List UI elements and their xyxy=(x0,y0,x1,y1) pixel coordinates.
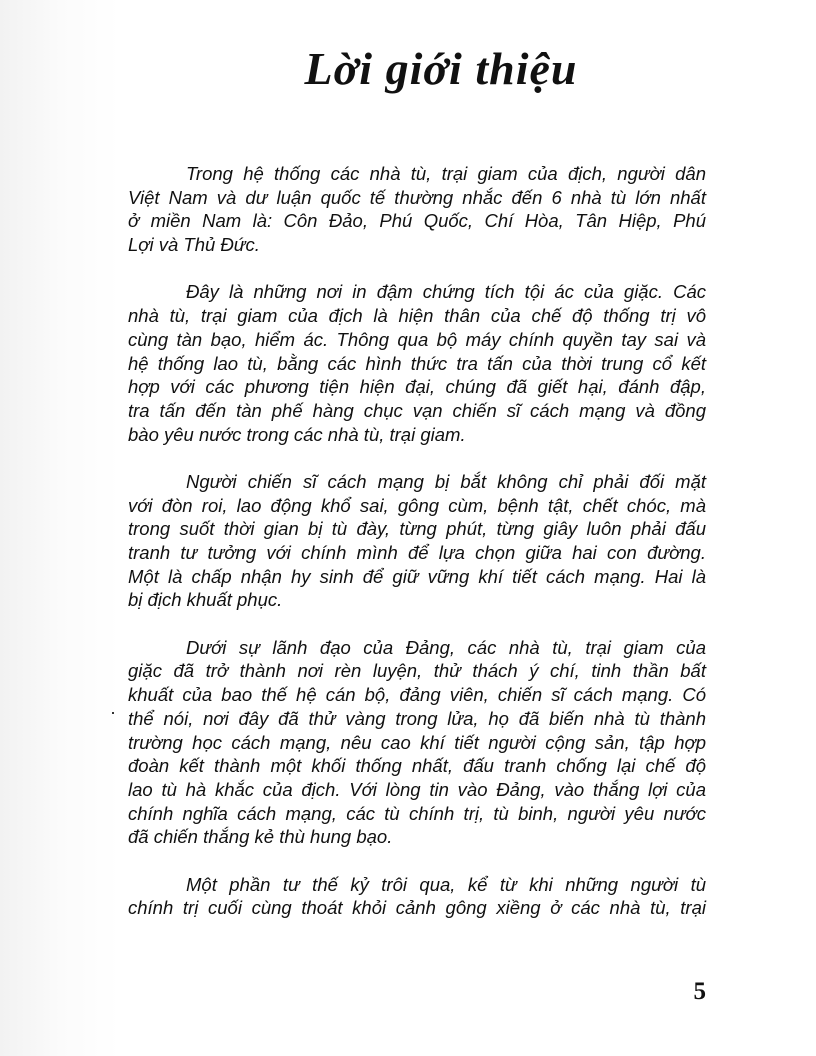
paragraph xyxy=(128,280,706,446)
paragraph xyxy=(128,162,706,257)
text-line: thể nói, nơi đây đã thử vàng trong lửa, họ đã biến nhà tù thành xyxy=(128,707,706,729)
paragraph xyxy=(128,470,706,612)
text-line: lao tù hà khắc của địch. Với lòng tin vào Đảng, vào thắng lợi của xyxy=(128,778,706,800)
text-line: Lợi và Thủ Đức. xyxy=(128,234,260,256)
text-line: Một là chấp nhận hy sinh để giữ vững khí tiết cách mạng. Hai là xyxy=(128,565,706,587)
text-line: giặc đã trở thành nơi rèn luyện, thử thách ý chí, tinh thần bất xyxy=(128,660,706,682)
scan-speck xyxy=(112,712,114,714)
text-line: hệ thống lao tù, bằng các hình thức tra tấn của thời trung cổ kết xyxy=(128,352,706,374)
text-line: chính nghĩa cách mạng, các tù chính trị, tù binh, người yêu nước xyxy=(128,802,706,824)
text-line: nhà tù, trại giam của địch là hiện thân của chế độ thống trị vô xyxy=(128,305,706,327)
paragraph xyxy=(128,636,706,849)
text-line: khuất của bao thế hệ cán bộ, đảng viên, chiến sĩ cách mạng. Có xyxy=(128,684,706,706)
text-line: đã chiến thắng kẻ thù hung bạo. xyxy=(128,826,393,848)
text-line: bào yêu nước trong các nhà tù, trại giam. xyxy=(128,423,466,445)
page-number: 5 xyxy=(693,978,706,1005)
text-line: đoàn kết thành một khối thống nhất, đấu tranh chống lại chế độ xyxy=(128,755,706,777)
text-line: cùng tàn bạo, hiểm ác. Thông qua bộ máy chính quyền tay sai và xyxy=(128,328,706,350)
text-line: Việt Nam và dư luận quốc tế thường nhắc đến 6 nhà tù lớn nhất xyxy=(128,186,706,208)
text-line: trong suốt thời gian bị tù đày, từng phút, từng giây luôn phải đấu xyxy=(128,518,706,540)
text-line: tra tấn đến tàn phế hàng chục vạn chiến sĩ cách mạng và đồng xyxy=(128,399,706,421)
page-title: Lời giới thiệu xyxy=(304,43,578,94)
document-body xyxy=(128,162,706,944)
text-line: Một phần tư thế kỷ trôi qua, kể từ khi những người tù xyxy=(186,873,706,895)
text-line: Đây là những nơi in đậm chứng tích tội ác của giặc. Các xyxy=(186,281,706,303)
text-line: với đòn roi, lao động khổ sai, gông cùm, bệnh tật, chết chóc, mà xyxy=(128,494,706,516)
text-line: chính trị cuối cùng thoát khỏi cảnh gông xiềng ở các nhà tù, trại xyxy=(128,897,706,919)
paragraph xyxy=(128,873,706,920)
text-line: Trong hệ thống các nhà tù, trại giam của địch, người dân xyxy=(186,163,706,184)
text-line: bị địch khuất phục. xyxy=(128,589,283,611)
text-line: hợp với các phương tiện hiện đại, chúng đã giết hại, đánh đập, xyxy=(128,376,706,398)
text-line: Người chiến sĩ cách mạng bị bắt không chỉ phải đối mặt xyxy=(186,470,706,492)
text-line: trường học cách mạng, nêu cao khí tiết người cộng sản, tập hợp xyxy=(128,731,706,753)
text-line: tranh tư tưởng với chính mình để lựa chọn giữa hai con đường. xyxy=(128,542,706,563)
text-line: ở miền Nam là: Côn Đảo, Phú Quốc, Chí Hòa, Tân Hiệp, Phú xyxy=(128,210,706,232)
text-line: Dưới sự lãnh đạo của Đảng, các nhà tù, trại giam của xyxy=(186,636,706,658)
